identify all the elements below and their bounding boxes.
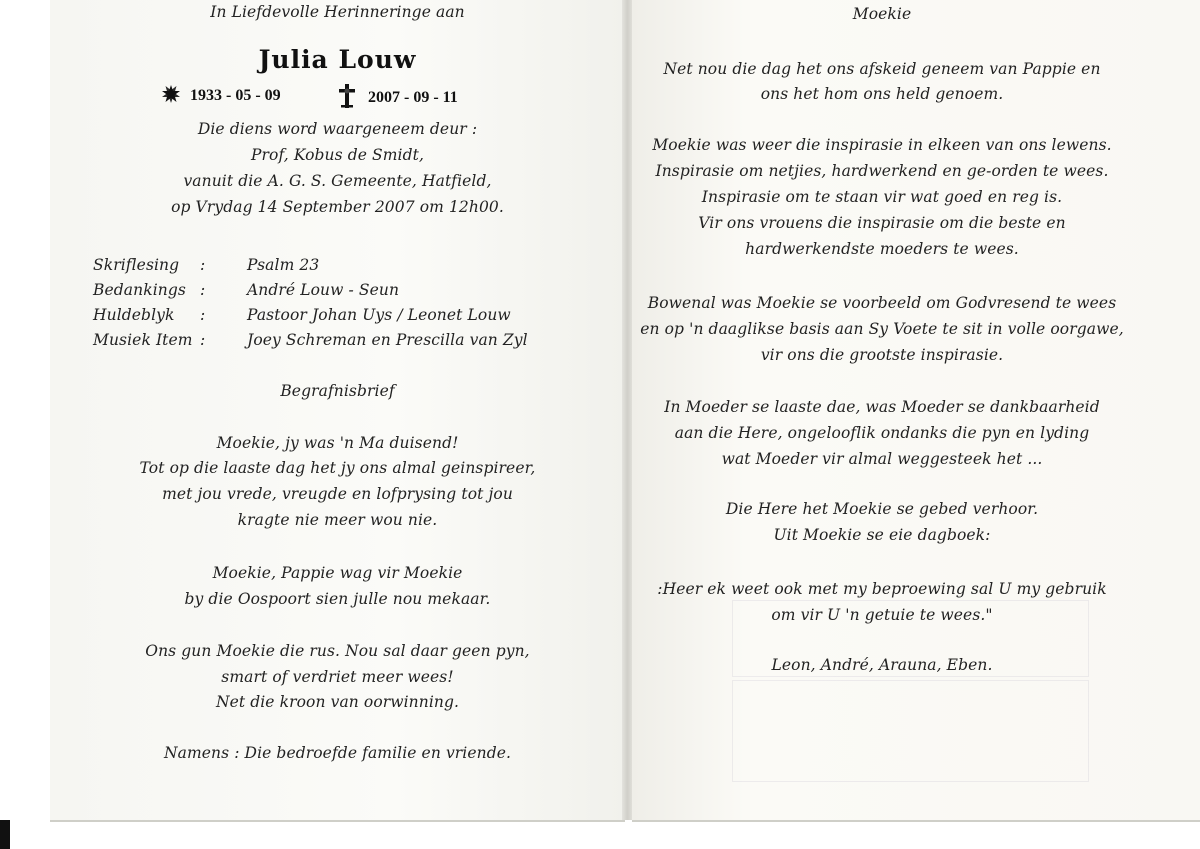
right-page [632,0,1200,822]
letter-line: by die Oospoort sien julle nou mekaar. [184,590,491,608]
letter-line: met jou vrede, vreugde en lofprysing tot jou [162,485,513,503]
detail-value: Joey Schreman en Prescilla van Zyl [247,331,528,349]
detail-value: Pastoor Johan Uys / Leonet Louw [247,306,511,324]
letter-line: Net die kroon van oorwinning. [215,693,460,711]
letter-line: kragte nie meer wou nie. [237,511,438,529]
service-line: Die diens word waargeneem deur : [197,120,478,138]
tribute-line: ons het hom ons held genoem. [760,85,1004,103]
tribute-line: hardwerkendste moeders te wees. [745,240,1019,258]
birth-date: 1933 - 05 - 09 [190,87,281,105]
service-line: op Vrydag 14 September 2007 om 12h00. [171,198,504,216]
scan-shadow [0,820,10,849]
letter-line: Ons gun Moekie die rus. Nou sal daar geen pyn, [145,642,530,660]
tribute-line: Die Here het Moekie se gebed verhoor. [725,500,1039,518]
detail-label: Musiek Item [93,331,193,349]
tribute-line: Inspirasie om te staan vir wat goed en reg is. [701,188,1063,206]
tribute-line: wat Moeder vir almal weggesteek het ... [721,450,1043,468]
letter-line: Moekie, jy was 'n Ma duisend! [216,434,459,452]
tribute-line: en op 'n daaglikse basis aan Sy Voete te sit in volle oorgawe, [640,320,1124,338]
tribute-line: vir ons die grootste inspirasie. [760,346,1004,364]
tribute-line: Moekie was weer die inspirasie in elkeen van ons lewens. [652,136,1112,154]
birth-date-row [162,85,281,108]
diary-quote-line: om vir U 'n getuie te wees." [771,606,993,624]
letter-line: Tot op die laaste dag het jy ons almal geinspireer, [139,459,536,477]
diary-quote-line: :Heer ek weet ook met my beproewing sal U my gebruik [657,580,1107,598]
tribute-line: Vir ons vrouens die inspirasie om die beste en [698,214,1066,232]
letter-signoff: Namens : Die bedroefde familie en vriende. [163,744,512,762]
right-page-title: Moekie [852,5,912,23]
tribute-line: Bowenal was Moekie se voorbeeld om Godvresend te wees [647,294,1117,312]
detail-separator: : [200,306,206,324]
signatories: Leon, André, Arauna, Eben. [771,656,993,674]
left-page [50,0,625,822]
scan-margin-bottom [0,820,1200,849]
detail-separator: : [200,331,206,349]
bleed-through-box [732,680,1089,782]
detail-label: Bedankings [93,281,186,299]
service-line: vanuit die A. G. S. Gemeente, Hatfield, [183,172,492,190]
detail-separator: : [200,256,206,274]
detail-separator: : [200,281,206,299]
memorial-heading: In Liefdevolle Herinneringe aan [210,3,465,21]
death-date: 2007 - 09 - 11 [368,89,458,107]
service-line: Prof, Kobus de Smidt, [251,146,424,164]
detail-value: André Louw - Seun [247,281,400,299]
tribute-line: Net nou die dag het ons afskeid geneem van Pappie en [663,60,1101,78]
detail-label: Skriflesing [93,256,180,274]
cross-icon [336,84,358,113]
deceased-name: Julia Louw [258,45,417,74]
detail-value: Psalm 23 [247,256,320,274]
letter-line: smart of verdriet meer wees! [221,668,454,686]
detail-label: Huldeblyk [93,306,175,324]
tribute-line: aan die Here, ongelooflik ondanks die pyn en lyding [674,424,1090,442]
death-date-row [336,84,458,113]
tribute-line: Uit Moekie se eie dagboek: [773,526,991,544]
tribute-line: In Moeder se laaste dae, was Moeder se dankbaarheid [664,398,1100,416]
letter-title: Begrafnisbrief [280,382,395,400]
tribute-line: Inspirasie om netjies, hardwerkend en ge-orden te wees. [655,162,1109,180]
scan-margin-left [0,0,50,849]
star-icon [162,85,180,108]
letter-line: Moekie, Pappie wag vir Moekie [212,564,463,582]
